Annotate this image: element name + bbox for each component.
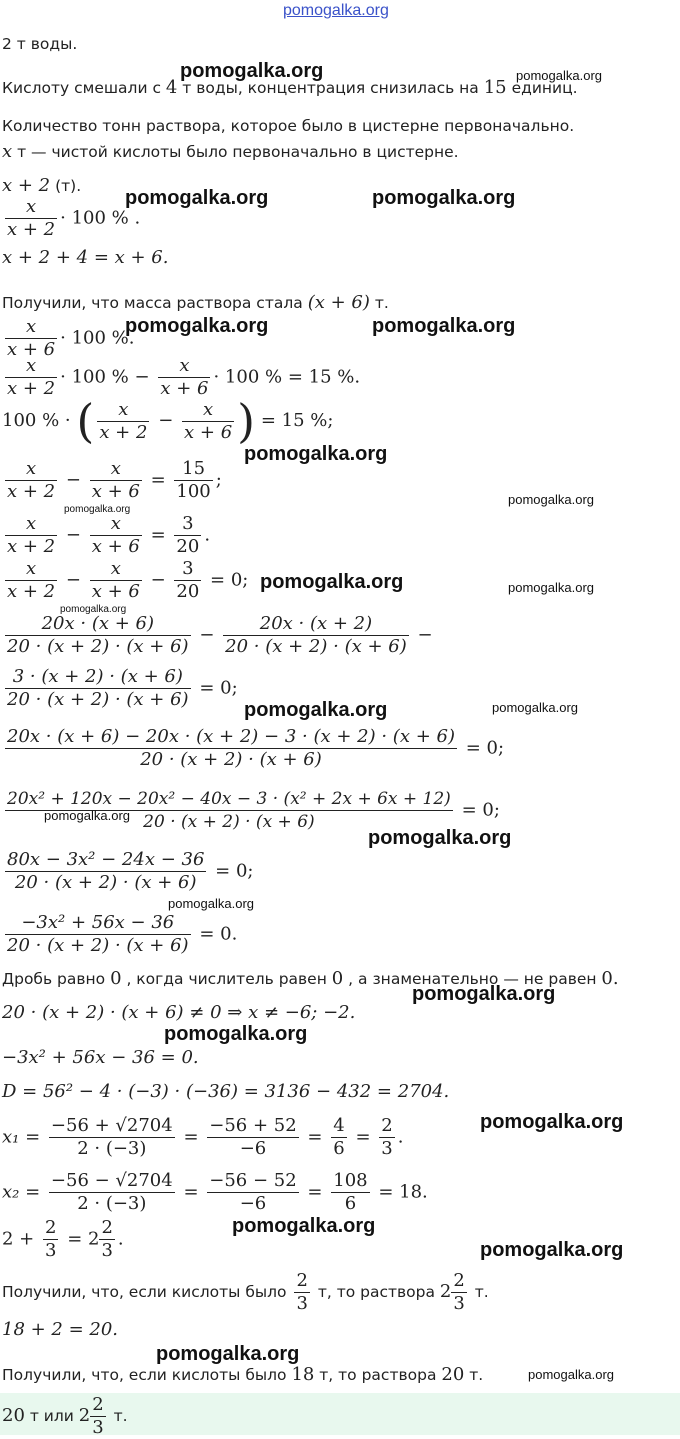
watermark: pomogalka.org	[412, 983, 556, 1005]
line-new-mass: Получили, что масса раствора стала (x + 6) т.	[2, 292, 389, 313]
eq-combined-2: $\frac{\text{20x² + 120x − 20x² − 40x − 3 · (x² + 2x + 6x + 12)}}{20 \cdot (x + 2) \cdot (x + 6)}$ = 0;	[7, 789, 500, 832]
watermark: pomogalka.org	[125, 187, 269, 209]
watermark: pomogalka.org	[168, 896, 254, 911]
watermark: pomogalka.org	[508, 580, 594, 595]
line-initial-solution: Количество тонн раствора, которое было в цистерне первоначально.	[2, 117, 575, 135]
eq-difference: $\frac{x}{x + 2}$ · 100 % − $\frac{x}{x + 6}$ · 100 % = 15 %.	[7, 355, 361, 399]
watermark: pomogalka.org	[516, 68, 602, 83]
watermark: pomogalka.org	[480, 1111, 624, 1133]
watermark: pomogalka.org	[64, 504, 131, 515]
answer-text: 20 т или 2 $\frac{2}{3}$ т.	[2, 1394, 128, 1438]
line-quadratic: −3x² + 56x − 36 = 0.	[2, 1047, 199, 1068]
line-domain-condition: 20 · (x + 2) · (x + 6) ≠ 0 ⇒ x ≠ −6; −2.	[2, 1002, 356, 1023]
eq-root-x2: x₂ = $\frac{-56 - √2704}{2 \cdot (-3)}$ = $\frac{-56 - 52}{-6}$ = $\frac{108}{6}$ = 18.	[2, 1170, 428, 1214]
line-fraction-rule: Дробь равно 0 , когда числитель равен 0 , а знаменательно — не равен 0.	[2, 968, 619, 989]
eq-root-x1: x₁ = $\frac{-56 + √2704}{2 \cdot (-3)}$ = $\frac{-56 + 52}{-6}$ = $\frac{4}{6}$ = $\frac{2}{3}$ .	[2, 1115, 404, 1159]
watermark: pomogalka.org	[492, 700, 578, 715]
watermark: pomogalka.org	[156, 1343, 300, 1365]
watermark: pomogalka.org	[44, 808, 130, 823]
eq-combined-4: $\frac{\text{−3x² + 56x − 36}}{20 \cdot (x + 2) \cdot (x + 6)}$ = 0.	[7, 912, 238, 956]
watermark: pomogalka.org	[260, 571, 404, 593]
line-sum-20: 18 + 2 = 20.	[2, 1319, 119, 1340]
eq-mixed-number: 2 + $\frac{2}{3}$ = 2 $\frac{2}{3}$ .	[2, 1217, 124, 1261]
watermark: pomogalka.org	[480, 1239, 624, 1261]
watermark: pomogalka.org	[180, 60, 324, 82]
eq-fraction-15-100: $\frac{x}{x + 2}$ − $\frac{x}{x + 6}$ = $\frac{15}{100}$ ;	[7, 458, 222, 502]
watermark: pomogalka.org	[372, 187, 516, 209]
watermark: pomogalka.org	[508, 492, 594, 507]
watermark: pomogalka.org	[60, 604, 127, 615]
expr-new-concentration: $\frac{x}{x + 6}$ · 100 %.	[7, 316, 135, 360]
eq-combined-3: $\frac{\text{80x − 3x² − 24x − 36}}{20 \cdot (x + 2) \cdot (x + 6)}$ = 0;	[7, 849, 254, 893]
watermark: pomogalka.org	[244, 443, 388, 465]
eq-factored: 100 % · ( $\frac{x}{x + 2}$ − $\frac{x}{x + 6}$ ) = 15 %;	[2, 394, 334, 448]
watermark: pomogalka.org	[164, 1023, 308, 1045]
eq-fraction-3-20: $\frac{x}{x + 2}$ − $\frac{x}{x + 6}$ = $\frac{3}{20}$ .	[7, 513, 211, 557]
expr-initial-concentration: $\frac{x}{x + 2}$ · 100 % .	[7, 196, 141, 240]
watermark: pomogalka.org	[125, 315, 269, 337]
eq-combined-1: $\frac{20x \cdot (x + 6) - 20x \cdot (x + 2) - 3 \cdot (x + 2) \cdot (x + 6)}{20 \cdot (x + 2) \cdot (x + 6)}$ = 0;	[7, 726, 505, 770]
watermark: pomogalka.org	[372, 315, 516, 337]
line-result-1: Получили, что, если кислоты было $\frac{2}{3}$ т, то раствора 2 $\frac{2}{3}$ т.	[2, 1270, 489, 1314]
watermark: pomogalka.org	[232, 1215, 376, 1237]
eq-common-denominator-1: $\frac{20x \cdot (x + 6)}{20 \cdot (x + 2) \cdot (x + 6)}$ − $\frac{20x \cdot (x + 2)}{20 \cdot (x + 2) \cdot (x + 6)}$ −	[7, 613, 433, 657]
line-discriminant: D = 56² − 4 · (−3) · (−36) = 3136 − 432 = 2704.	[2, 1081, 450, 1102]
watermark: pomogalka.org	[244, 699, 388, 721]
line-x-plus-6: x + 2 + 4 = x + 6.	[2, 247, 169, 268]
watermark: pomogalka.org	[368, 827, 512, 849]
line-x-plus-2: x + 2 (т).	[2, 175, 82, 196]
line-pure-acid: x т — чистой кислоты было первоначально в цистерне.	[2, 141, 459, 162]
site-link-top[interactable]: pomogalka.org	[283, 2, 389, 19]
line-water: 2 т воды.	[2, 35, 78, 53]
line-mix: Кислоту смешали с 4 т воды, концентрация снизилась на 15 единиц.	[2, 77, 578, 98]
eq-common-denominator-2: $\frac{3 \cdot (x + 2) \cdot (x + 6)}{20 \cdot (x + 2) \cdot (x + 6)}$ = 0;	[7, 666, 238, 710]
watermark: pomogalka.org	[528, 1367, 614, 1382]
line-result-2: Получили, что, если кислоты было 18 т, то раствора 20 т.	[2, 1364, 484, 1385]
eq-equals-zero: $\frac{x}{x + 2}$ − $\frac{x}{x + 6}$ − $\frac{3}{20}$ = 0;	[7, 558, 249, 602]
